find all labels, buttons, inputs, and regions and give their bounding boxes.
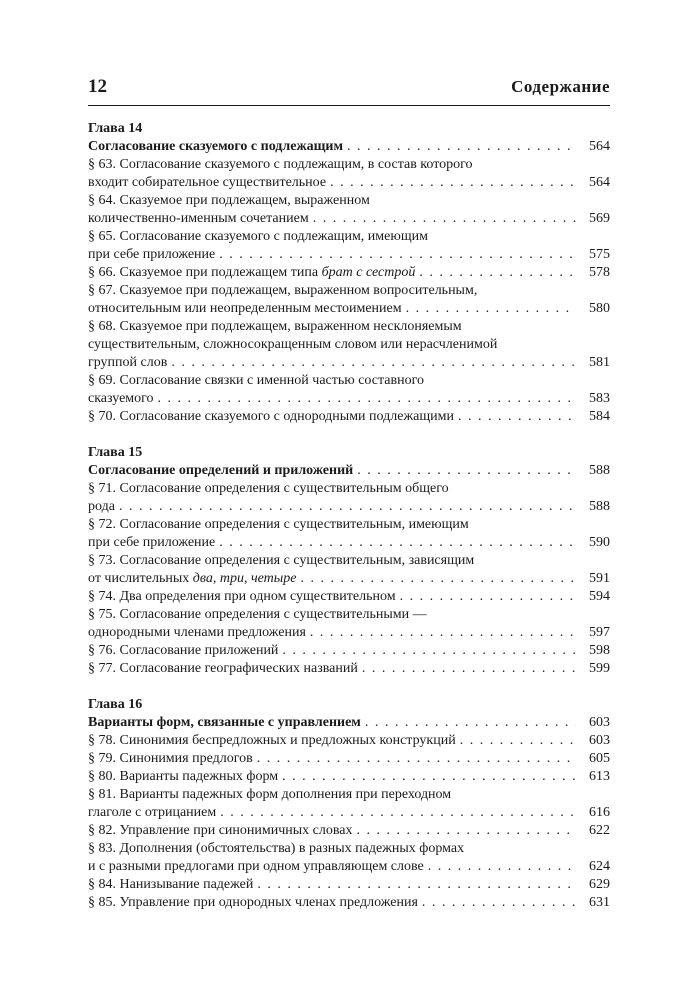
running-title: Содержание bbox=[511, 77, 610, 96]
entry-text-line bbox=[88, 768, 278, 786]
toc-entry[interactable] bbox=[88, 516, 610, 552]
chapter-title: Варианты форм, связанные с управлением bbox=[88, 715, 361, 730]
entry-text-line bbox=[88, 210, 309, 228]
entry-text: при себе приложение bbox=[88, 247, 216, 262]
page-reference: 599 bbox=[589, 661, 610, 676]
page-number: 12 bbox=[88, 76, 107, 97]
entry-text-line bbox=[88, 246, 215, 264]
entry-text-line: § 63. Согласование сказуемого с подлежащим, в состав которого bbox=[88, 157, 473, 172]
chapter-title-entry[interactable] bbox=[88, 462, 610, 480]
dot-leader bbox=[282, 642, 576, 660]
separator: , bbox=[212, 571, 220, 586]
entry-text: сказуемого bbox=[88, 391, 154, 406]
entry-text-line bbox=[88, 174, 326, 192]
entry-text: при себе приложение bbox=[88, 535, 216, 550]
dot-leader bbox=[419, 264, 576, 282]
entry-text-line: § 69. Согласование связки с именной частью составного bbox=[88, 373, 424, 388]
entry-text-line bbox=[88, 624, 306, 642]
page-reference: 613 bbox=[589, 769, 610, 784]
entry-text: § 70. Согласование сказуемого с однородными подлежащими bbox=[88, 409, 454, 424]
toc-entry[interactable] bbox=[88, 264, 610, 282]
toc-entry[interactable] bbox=[88, 642, 610, 660]
chapter-title-entry[interactable] bbox=[88, 138, 610, 156]
page-reference: 622 bbox=[589, 823, 610, 838]
toc-entry[interactable] bbox=[88, 786, 610, 822]
entry-text-line bbox=[88, 534, 215, 552]
entry-text-line bbox=[88, 498, 115, 516]
dot-leader bbox=[365, 714, 576, 732]
toc-page bbox=[88, 76, 610, 912]
chapter-label: Глава 15 bbox=[88, 445, 143, 460]
chapter-label: Глава 16 bbox=[88, 697, 143, 712]
entry-text: § 78. Синонимия беспредложных и предложных конструкций bbox=[88, 733, 456, 748]
table-of-contents bbox=[88, 120, 610, 912]
chapter-title: Согласование определений и приложений bbox=[88, 463, 354, 478]
entry-text-line bbox=[88, 390, 154, 408]
toc-entry[interactable] bbox=[88, 282, 610, 318]
entry-text-line: § 65. Согласование сказуемого с подлежащим, имеющим bbox=[88, 229, 428, 244]
toc-entry[interactable] bbox=[88, 750, 610, 768]
entry-text: § 79. Синонимия предлогов bbox=[88, 751, 253, 766]
entry-text-line: § 75. Согласование определения с существительными — bbox=[88, 607, 427, 622]
dot-leader bbox=[422, 894, 576, 912]
page-reference: 591 bbox=[589, 571, 610, 586]
italic-term: четыре bbox=[250, 571, 297, 586]
page-reference: 564 bbox=[589, 139, 610, 154]
entry-text-line: § 67. Сказуемое при подлежащем, выраженном вопросительным, bbox=[88, 283, 478, 298]
dot-leader bbox=[310, 624, 576, 642]
entry-text-line bbox=[88, 264, 415, 282]
entry-text-line: § 73. Согласование определения с существительным, зависящим bbox=[88, 553, 475, 568]
dot-leader bbox=[257, 750, 576, 768]
dot-leader bbox=[362, 660, 576, 678]
entry-text-line: § 83. Дополнения (обстоятельства) в разных падежных формах bbox=[88, 841, 465, 856]
dot-leader bbox=[330, 174, 576, 192]
entry-text: группой слов bbox=[88, 355, 168, 370]
dot-leader bbox=[300, 570, 576, 588]
entry-text-line bbox=[88, 408, 454, 426]
entry-text: количественно-именным сочетанием bbox=[88, 211, 309, 226]
entry-text: и с разными предлогами при одном управляющем слове bbox=[88, 859, 424, 874]
entry-text-line bbox=[88, 588, 396, 606]
page-reference: 569 bbox=[589, 211, 610, 226]
entry-text: § 80. Варианты падежных форм bbox=[88, 769, 279, 784]
dot-leader bbox=[406, 300, 576, 318]
toc-entry[interactable] bbox=[88, 318, 610, 372]
page-reference: 578 bbox=[589, 265, 610, 280]
toc-entry[interactable] bbox=[88, 408, 610, 426]
toc-entry[interactable] bbox=[88, 552, 610, 588]
entry-text-line bbox=[88, 660, 358, 678]
toc-entry[interactable] bbox=[88, 588, 610, 606]
entry-text-line bbox=[88, 822, 353, 840]
entry-text: § 76. Согласование приложений bbox=[88, 643, 279, 658]
entry-text-line: § 71. Согласование определения с существительным общего bbox=[88, 481, 449, 496]
separator: , bbox=[243, 571, 251, 586]
page-reference: 580 bbox=[589, 301, 610, 316]
italic-term: брат с сестрой bbox=[321, 265, 416, 280]
page-reference: 588 bbox=[589, 463, 610, 478]
toc-entry[interactable] bbox=[88, 480, 610, 516]
entry-text-line: § 64. Сказуемое при подлежащем, выраженном bbox=[88, 193, 370, 208]
entry-text: § 74. Два определения при одном существительном bbox=[88, 589, 396, 604]
chapter-label: Глава 14 bbox=[88, 121, 143, 136]
page-reference: 629 bbox=[589, 877, 610, 892]
page-reference: 616 bbox=[589, 805, 610, 820]
dot-leader bbox=[460, 732, 576, 750]
chapter-section bbox=[88, 120, 610, 426]
dot-leader bbox=[119, 498, 576, 516]
page-reference: 584 bbox=[589, 409, 610, 424]
page-reference: 605 bbox=[589, 751, 610, 766]
page-reference: 603 bbox=[589, 715, 610, 730]
entry-text: § 82. Управление при синонимичных словах bbox=[88, 823, 353, 838]
toc-entry[interactable] bbox=[88, 732, 610, 750]
chapter-section bbox=[88, 444, 610, 678]
page-reference: 603 bbox=[589, 733, 610, 748]
toc-entry[interactable] bbox=[88, 606, 610, 642]
toc-entry[interactable] bbox=[88, 894, 610, 912]
entry-text: § 84. Нанизывание падежей bbox=[88, 877, 254, 892]
entry-text-line: существительным, сложносокращенным словом или нерасчленимой bbox=[88, 337, 498, 352]
dot-leader bbox=[458, 408, 576, 426]
toc-entry[interactable] bbox=[88, 660, 610, 678]
dot-leader bbox=[220, 804, 576, 822]
toc-entry[interactable] bbox=[88, 840, 610, 876]
toc-entry[interactable] bbox=[88, 822, 610, 840]
toc-entry[interactable] bbox=[88, 192, 610, 228]
page-reference: 588 bbox=[589, 499, 610, 514]
dot-leader bbox=[158, 390, 576, 408]
toc-entry[interactable] bbox=[88, 876, 610, 894]
chapter-title: Согласование сказуемого с подлежащим bbox=[88, 139, 344, 154]
entry-text: однородными членами предложения bbox=[88, 625, 306, 640]
entry-text: от числительных bbox=[88, 571, 193, 586]
entry-text: глаголе с отрицанием bbox=[88, 805, 217, 820]
toc-entry[interactable] bbox=[88, 156, 610, 192]
entry-text: относительным или неопределенным местоимением bbox=[88, 301, 402, 316]
toc-entry[interactable] bbox=[88, 768, 610, 786]
entry-text-line bbox=[88, 732, 456, 750]
page-reference: 581 bbox=[589, 355, 610, 370]
entry-text: § 85. Управление при однородных членах предложения bbox=[88, 895, 418, 910]
page-reference: 583 bbox=[589, 391, 610, 406]
dot-leader bbox=[171, 354, 576, 372]
page-reference: 624 bbox=[589, 859, 610, 874]
entry-text-line: § 72. Согласование определения с существительным, имеющим bbox=[88, 517, 469, 532]
entry-text: § 77. Согласование географических названий bbox=[88, 661, 358, 676]
page-reference: 590 bbox=[589, 535, 610, 550]
dot-leader bbox=[219, 534, 576, 552]
entry-text: рода bbox=[88, 499, 115, 514]
entry-text-line: § 68. Сказуемое при подлежащем, выраженном несклоняемым bbox=[88, 319, 462, 334]
toc-entry[interactable] bbox=[88, 228, 610, 264]
entry-text-line bbox=[88, 876, 253, 894]
page-reference: 631 bbox=[589, 895, 610, 910]
entry-text-line: § 81. Варианты падежных форм дополнения при переходном bbox=[88, 787, 452, 802]
running-head bbox=[88, 76, 610, 106]
page-reference: 594 bbox=[589, 589, 610, 604]
page-reference: 564 bbox=[589, 175, 610, 190]
entry-text-line bbox=[88, 354, 167, 372]
dot-leader bbox=[357, 462, 576, 480]
chapter-title-entry[interactable] bbox=[88, 714, 610, 732]
dot-leader bbox=[357, 822, 576, 840]
entry-text-line bbox=[88, 300, 402, 318]
entry-text-line bbox=[88, 804, 216, 822]
entry-text: входит собирательное существительное bbox=[88, 175, 327, 190]
dot-leader bbox=[313, 210, 576, 228]
page-reference: 597 bbox=[589, 625, 610, 640]
entry-text-line bbox=[88, 642, 278, 660]
italic-term: два bbox=[192, 571, 213, 586]
dot-leader bbox=[347, 138, 576, 156]
chapter-section bbox=[88, 696, 610, 912]
toc-entry[interactable] bbox=[88, 372, 610, 408]
dot-leader bbox=[428, 858, 576, 876]
dot-leader bbox=[257, 876, 576, 894]
page-reference: 598 bbox=[589, 643, 610, 658]
dot-leader bbox=[219, 246, 576, 264]
page-reference: 575 bbox=[589, 247, 610, 262]
entry-text-line bbox=[88, 750, 253, 768]
entry-text: § 66. Сказуемое при подлежащем типа bbox=[88, 265, 322, 280]
entry-text-line bbox=[88, 570, 296, 588]
italic-term: три bbox=[219, 571, 244, 586]
entry-text-line bbox=[88, 894, 418, 912]
dot-leader bbox=[282, 768, 576, 786]
dot-leader bbox=[400, 588, 576, 606]
entry-text-line bbox=[88, 858, 424, 876]
